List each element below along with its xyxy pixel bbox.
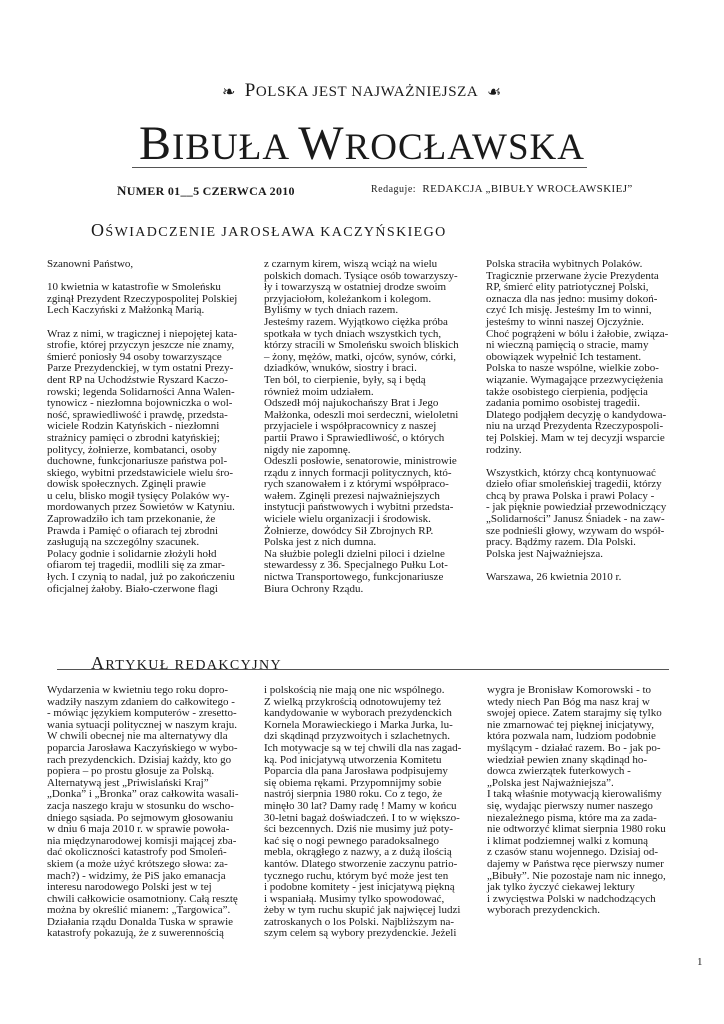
- masthead-word2-rest: ROCŁAWSKA: [344, 127, 585, 168]
- editorial-column-3: wygra je Bronisław Komorowski - to wtedy niech Pan Bóg ma nasz kraj w swojej opiece. Zatem starajmy się tylko nie zmarnować tej pięknej inicjatywy, która pozwala nam, ludziom podobnie myślącym - działać razem. Bo - jak po- wiedział pewien znany skądinąd ho- dowca zwierzątek futerkowych - „Polska jest Najważniejsza”. I taką właśnie motywacją kierowaliśmy się, wydając pierwszy numer naszego niezależnego pisma, które ma za zada- nie odtworzyć klimat sierpnia 1980 roku i klimat podziemnej walki z komuną z czasów stanu wojennego. Dzisiaj od- dajemy w Państwa ręce pierwszy numer „Bibuły”. Nie pozostaje nam nic innego, jak tylko życzyć ciekawej lektury i zwycięstwa Polski w nadchodzących wyborach prezydenckich.: [487, 684, 666, 917]
- issue-number: [117, 183, 295, 199]
- statement-column-1: Szanowni Państwo, 10 kwietnia w katastrofie w Smoleńsku zginął Prezydent Rzeczypospolitej Polskiej Lech Kaczyński z Małżonką Marią. Wraz z nimi, w tragicznej i niepojętej kata- strofie, której przyczyn jeszcze nie znamy, śmierć poniosły 94 osoby towarzyszące Parze Prezydenckiej, w tym ostatni Prezy- dent RP na Uchodźstwie Ryszard Kaczo- rowski; legenda Solidarności Anna Walen- tynowicz - niezłomna bojowniczka o wol- ność, sprawiedliwość i prawdę, przedsta- wiciele Rodzin Katyńskich - niezłomni strażnicy pamięci o zbrodni katyńskiej; politycy, żołnierze, kombatanci, osoby duchowne, funkcjonariusze państwa pol- skiego, wybitni przedstawiciele wielu śro- dowisk społecznych. Zginęli prawie u celu, blisko mogił tysięcy Polaków wy- mordowanych przez Sowietów w Katyniu. Zaprowadziło ich tam przekonanie, że Prawda i Pamięć o ofiarach tej zbrodni zasługują na szczególny szacunek. Polacy godnie i solidarnie złożyli hołd ofiarom tej tragedii, modlili się za zmar- łych. I czynią to nadal, już po zakończeniu oficjalnej żałoby. Biało-czerwone flagi: [47, 258, 238, 595]
- ornament-left-icon: ❧: [221, 84, 236, 101]
- edited-by: [371, 183, 633, 195]
- editorial-column-2: i polskością nie mają one nic wspólnego. Z wielką przykrością odnotowujemy też kandydowanie w wyborach prezydenckich Kornela Morawieckiego i Marka Jurka, lu- dzi skądinąd przyzwoitych i szlachetnych. Ich motywacje są w tej chwili dla nas zagad- ką. Pod inicjatywą utworzenia Komitetu Poparcia dla pana Jarosława podpisujemy się obiema rękami. Przypomnijmy sobie nastrój sierpnia 1980 roku. Co z tego, że minęło 30 lat? Damy radę ! Mamy w końcu 30-letni bagaż doświadczeń. I to w większo- ści bezcennych. Dziś nie musimy już poty- kać się o nogi pewnego paradoksalnego mebla, okrągłego z nazwy, a z dużą ilością kantów. Dlatego stworzenie zaczynu patrio- tycznego ruchu, którym być może jest ten i podobne komitety - jest inicjatywą piękną i wspaniałą. Musimy tylko spowodować, żeby w tym ruchu skupić jak najwięcej ludzi zatroskanych o los Polski. Najbliższym na- szym celem są wybory prezydenckie. Jeżeli: [264, 684, 462, 940]
- statement-column-3: Polska straciła wybitnych Polaków. Tragicznie przerwane życie Prezydenta RP, śmierć elity patriotycznej Polski, oznacza dla nas jedno: musimy dokoń- czyć Ich misję. Jesteśmy Im to winni, jesteśmy to winni naszej Ojczyźnie. Choć pogrążeni w bólu i żałobie, związa- ni wieczną pamięcią o stracie, mamy obowiązek wypełnić Ich testament. Polska to nasze wspólne, wielkie zobo- wiązanie. Wymagające przezwyciężenia także osobistego cierpienia, podjęcia zadania pomimo osobistej tragedii. Dlatego podjąłem decyzję o kandydowa- niu na urząd Prezydenta Rzeczypospoli- tej Polskiej. Mam w tej decyzji wsparcie rodziny. Wszystkich, którzy chcą kontynuować dzieło ofiar smoleńskiej tragedii, którzy chcą by prawa Polska i prawi Polacy - - jak pięknie powiedział przewodniczący „Solidarności” Janusz Śniadek - na zaw- sze podnieśli głowy, wzywam do współ- pracy. Bądźmy razem. Dla Polski. Polska jest Najważniejsza. Warszawa, 26 kwietnia 2010 r.: [486, 258, 669, 584]
- statement-heading-text: ŚWIADCZENIE JAROSŁAWA KACZYŃSKIEGO: [105, 225, 447, 240]
- issue-initial: N: [117, 183, 127, 198]
- masthead-initial-b: B: [139, 117, 173, 170]
- editorial-heading: [91, 653, 282, 674]
- issue-text: UMER 01__5 CZERWCA 2010: [126, 184, 295, 198]
- edited-by-value: REDAKCJA „BIBUŁY WROCŁAWSKIEJ”: [422, 183, 633, 195]
- editorial-column-1: Wydarzenia w kwietniu tego roku dopro- wadziły naszym zdaniem do całkowitego - - mówiąc językiem komputerów - zresetto- wania sytuacji politycznej w naszym kraju. W chwili obecnej nie ma alternatywy dla poparcia Jarosława Kaczyńskiego w wybo- rach prezydenckich. Dzisiaj każdy, kto go popiera – po prostu głosuje za Polską. Alternatywą jest „Priwislański Kraj” „Donka” i „Bronka” oraz całkowita wasali- zacja naszego kraju w stosunku do wscho- dniego sąsiada. Po sejmowym głosowaniu w dniu 6 maja 2010 r. w sprawie powoła- nia międzynarodowej komisji mającej zba- dać okoliczności katastrofy pod Smoleń- skiem (a może użyć krótszego słowa: za- mach?) - widzimy, że PiS jako emanacja interesu narodowego Polski jest w tej chwili całkowicie osamotniony. Całą resztę można by określić mianem: „Targowica”. Działania rządu Donalda Tuska w sprawie katastrofy pokazują, że z suwerennością: [47, 684, 239, 940]
- masthead-title: [0, 118, 724, 174]
- motto-line: [0, 80, 724, 102]
- statement-column-2: z czarnym kirem, wiszą wciąż na wielu polskich domach. Tysiące osób towarzyszy- ły i towarzyszą w ostatniej drodze swoim przyjaciołom, koleżankom i kolegom. Byliśmy w tych dniach razem. Jesteśmy razem. Wyjątkowo ciężka próba spotkała w tych dniach wszystkich tych, którzy stracili w Smoleńsku swoich bliskich – żony, mężów, matki, ojców, synów, córki, dziadków, wnuków, siostry i braci. Ten ból, to cierpienie, były, są i będą również moim udziałem. Odszedł mój najukochańszy Brat i Jego Małżonka, odeszli moi serdeczni, wieloletni przyjaciele i współpracownicy z naszej partii Prawo i Sprawiedliwość, o których nigdy nie zapomnę. Odeszli posłowie, senatorowie, ministrowie rządu z innych formacji politycznych, któ- rych szanowałem i z którymi współpraco- wałem. Zginęli prezesi najważniejszych instytucji państwowych i wybitni przedsta- wiciele wielu organizacji i środowisk. Żołnierze, dowódcy Sił Zbrojnych RP. Polska jest z nich dumna. Na służbie polegli dzielni piloci i dzielne stewardessy z 36. Specjalnego Pułku Lot- nictwa Transportowego, funkcjonariusze Biura Ochrony Rządu.: [264, 258, 459, 595]
- statement-heading: [91, 220, 447, 241]
- editorial-heading-initial: A: [91, 653, 106, 673]
- motto-initial: P: [244, 80, 256, 101]
- editorial-heading-text: RTYKUŁ REDAKCYJNY: [105, 658, 282, 673]
- masthead-rule: [132, 167, 587, 168]
- statement-heading-initial: O: [91, 220, 106, 240]
- masthead-initial-w: W: [298, 117, 345, 170]
- motto-text: OLSKA JEST NAJWAŻNIEJSZA: [255, 84, 479, 100]
- edited-by-label: Redaguje:: [371, 184, 417, 195]
- ornament-right-icon: ☙: [487, 84, 502, 101]
- page-number: 1: [697, 956, 703, 968]
- masthead-word1-rest: IBUŁA: [172, 127, 299, 168]
